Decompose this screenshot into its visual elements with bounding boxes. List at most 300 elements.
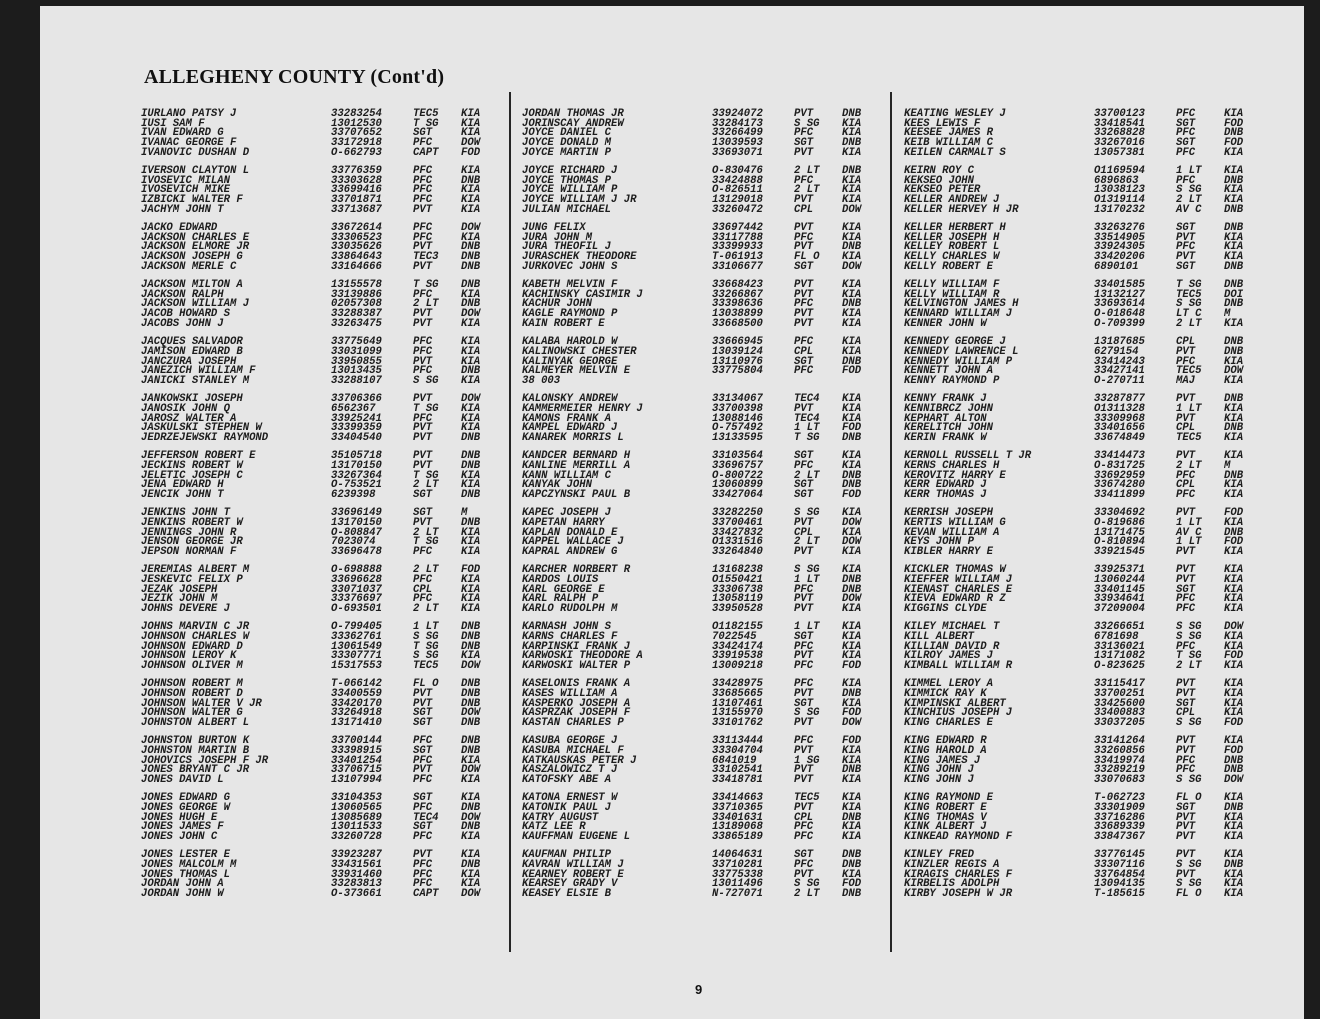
rank: SGT bbox=[1176, 802, 1196, 815]
status: FOD bbox=[461, 564, 481, 577]
rank: 1 LT bbox=[794, 621, 820, 634]
serial-number: 13060899 bbox=[712, 479, 763, 492]
roster-entry bbox=[141, 203, 509, 216]
status: FOD bbox=[842, 422, 862, 435]
soldier-name: KABETH MELVIN F bbox=[522, 279, 618, 292]
soldier-name: JEZAK JOSEPH bbox=[141, 583, 218, 596]
rank: PFC bbox=[413, 365, 433, 378]
serial-number: 33418781 bbox=[712, 774, 763, 787]
roster-group bbox=[904, 224, 1272, 272]
soldier-name: JOHNSON ROBERT D bbox=[141, 688, 243, 700]
serial-number: 33304704 bbox=[712, 745, 763, 758]
serial-number: 13171410 bbox=[331, 717, 382, 730]
rank: TEC4 bbox=[794, 412, 820, 425]
rank: S SG bbox=[413, 374, 439, 387]
status: DNB bbox=[461, 745, 481, 758]
serial-number: 13094135 bbox=[1094, 878, 1145, 891]
serial-number: 13187685 bbox=[1094, 336, 1145, 349]
rank: 1 LT bbox=[794, 422, 820, 435]
status: DNB bbox=[461, 821, 481, 834]
status: KIA bbox=[1224, 564, 1244, 577]
rank: PFC bbox=[1176, 355, 1196, 368]
soldier-name: JOYCE DONALD M bbox=[522, 137, 612, 150]
status: DOW bbox=[461, 222, 481, 235]
rank: 2 LT bbox=[413, 603, 439, 615]
status: KIA bbox=[842, 127, 862, 140]
soldier-name: IVANAC GEORGE F bbox=[141, 137, 237, 150]
rank: 1 LT bbox=[1176, 516, 1202, 529]
soldier-name: IVANOVIC DUSHAN D bbox=[141, 146, 250, 159]
status: KIA bbox=[842, 745, 862, 758]
serial-number: 33306738 bbox=[712, 583, 763, 596]
roster-group bbox=[141, 737, 509, 785]
soldier-name: KANDCER BERNARD H bbox=[522, 450, 631, 463]
serial-number: 6841019 bbox=[712, 754, 757, 767]
serial-number: 13009218 bbox=[712, 660, 763, 673]
serial-number: 33113444 bbox=[712, 735, 763, 748]
serial-number: 33700123 bbox=[1094, 108, 1145, 120]
column-divider bbox=[890, 92, 892, 952]
soldier-name: KACHINSKY CASIMIR J bbox=[522, 288, 643, 301]
rank: PVT bbox=[794, 868, 814, 881]
status: KIA bbox=[842, 774, 862, 787]
soldier-name: KELLER HERVEY H JR bbox=[904, 203, 1019, 216]
serial-number: 13170150 bbox=[331, 516, 382, 529]
rank: 2 LT bbox=[794, 165, 820, 178]
soldier-name: JOHNSON CHARLES W bbox=[141, 630, 250, 643]
status: KIA bbox=[1224, 251, 1244, 264]
rank: 2 LT bbox=[1176, 459, 1202, 472]
serial-number: 33696478 bbox=[331, 545, 382, 558]
rank: SGT bbox=[1176, 222, 1196, 235]
status: KIA bbox=[461, 868, 481, 881]
soldier-name: KELLY ROBERT E bbox=[904, 260, 994, 273]
status: KIA bbox=[461, 194, 481, 207]
soldier-name: KEKSEO PETER bbox=[904, 184, 981, 197]
soldier-name: JORDAN JOHN W bbox=[141, 888, 224, 901]
soldier-name: KERR EDWARD J bbox=[904, 479, 987, 492]
status: DOW bbox=[461, 764, 481, 777]
soldier-name: JOHNSON OLIVER M bbox=[141, 660, 243, 673]
serial-number: 33307116 bbox=[1094, 859, 1145, 872]
soldier-name: JENCIK JOHN T bbox=[141, 488, 224, 501]
serial-number: 33104353 bbox=[331, 792, 382, 805]
rank: S SG bbox=[794, 878, 820, 891]
serial-number: 33264918 bbox=[331, 707, 382, 720]
soldier-name: KANYAK JOHN bbox=[522, 479, 592, 492]
rank: PVT bbox=[794, 603, 814, 615]
rank: PVT bbox=[794, 545, 814, 558]
serial-number: O-826511 bbox=[712, 184, 763, 197]
roster-entry bbox=[904, 431, 1272, 444]
rank: PFC bbox=[794, 459, 814, 472]
roster-entry bbox=[141, 545, 509, 558]
status: KIA bbox=[461, 545, 481, 558]
serial-number: 13107994 bbox=[331, 774, 382, 787]
soldier-name: IURLANO PATSY J bbox=[141, 108, 237, 120]
soldier-name: KARNASH JOHN S bbox=[522, 621, 612, 634]
rank: PFC bbox=[794, 127, 814, 140]
status: KIA bbox=[461, 878, 481, 891]
status: KIA bbox=[1224, 735, 1244, 748]
roster-group bbox=[904, 509, 1272, 557]
status: KIA bbox=[1224, 146, 1244, 159]
status: KIA bbox=[1224, 630, 1244, 643]
roster-group bbox=[522, 452, 890, 500]
rank: SGT bbox=[794, 260, 814, 273]
rank: T SG bbox=[413, 536, 439, 549]
roster-group bbox=[904, 395, 1272, 443]
rank: PFC bbox=[413, 774, 433, 787]
rank: PFC bbox=[794, 660, 814, 673]
status: KIA bbox=[842, 412, 862, 425]
roster-group bbox=[522, 623, 890, 671]
roster-entry bbox=[522, 776, 890, 786]
roster-entry bbox=[522, 605, 890, 615]
soldier-name: JACKSON ELMORE JR bbox=[141, 241, 250, 254]
soldier-name: JOYCE THOMAS P bbox=[522, 174, 612, 187]
serial-number: 33685665 bbox=[712, 688, 763, 700]
status: DNB bbox=[842, 688, 862, 700]
rank: PFC bbox=[413, 802, 433, 815]
soldier-name: KENNETT JOHN A bbox=[904, 365, 994, 378]
status: KIA bbox=[1224, 317, 1244, 330]
status: DNB bbox=[461, 630, 481, 643]
status: FOD bbox=[1224, 137, 1244, 150]
soldier-name: JEREMIAS ALBERT M bbox=[141, 564, 250, 577]
soldier-name: KINZLER REGIS A bbox=[904, 859, 1000, 872]
status: DOW bbox=[461, 888, 481, 901]
status: KIA bbox=[842, 174, 862, 187]
soldier-name: KERNS CHARLES H bbox=[904, 459, 1000, 472]
serial-number: 37209004 bbox=[1094, 603, 1145, 615]
status: KIA bbox=[842, 288, 862, 301]
serial-number: 33923287 bbox=[331, 849, 382, 862]
roster-group bbox=[522, 338, 890, 386]
serial-number: 15317553 bbox=[331, 660, 382, 673]
soldier-name: KATZ LEE R bbox=[522, 821, 586, 834]
soldier-name: JOYCE WILLIAM J JR bbox=[522, 194, 637, 207]
rank: CPL bbox=[413, 583, 433, 596]
serial-number: 33139886 bbox=[331, 288, 382, 301]
serial-number: 33700398 bbox=[712, 402, 763, 415]
soldier-name: KIENAST CHARLES E bbox=[904, 583, 1013, 596]
status: KIA bbox=[842, 802, 862, 815]
rank: PFC bbox=[413, 593, 433, 606]
serial-number: 33776145 bbox=[1094, 849, 1145, 862]
roster-entry bbox=[904, 317, 1272, 330]
rank: PFC bbox=[413, 336, 433, 349]
status: DOW bbox=[461, 660, 481, 673]
serial-number: 13039124 bbox=[712, 345, 763, 358]
rank: PFC bbox=[1176, 146, 1196, 159]
status: KIA bbox=[461, 165, 481, 178]
soldier-name: KEASEY ELSIE B bbox=[522, 888, 612, 901]
status: KIA bbox=[461, 573, 481, 586]
serial-number: 13189068 bbox=[712, 821, 763, 834]
rank: PVT bbox=[413, 764, 433, 777]
serial-number: 33266867 bbox=[712, 288, 763, 301]
roster-entry bbox=[522, 203, 890, 216]
serial-number: 33420206 bbox=[1094, 251, 1145, 264]
soldier-name: JONES THOMAS L bbox=[141, 868, 231, 881]
rank: 2 LT bbox=[413, 298, 439, 311]
roster-group bbox=[522, 509, 890, 557]
soldier-name: KING ROBERT E bbox=[904, 802, 987, 815]
rank: TEC5 bbox=[1176, 365, 1202, 378]
soldier-name: JACKSON WILLIAM J bbox=[141, 298, 250, 311]
status: FOD bbox=[1224, 117, 1244, 130]
soldier-name: JACHYM JOHN T bbox=[141, 203, 224, 216]
soldier-name: KAPPEL WALLACE J bbox=[522, 536, 624, 549]
status: KIA bbox=[842, 251, 862, 264]
soldier-name: KEIB WILLIAM C bbox=[904, 137, 994, 150]
serial-number: 33287877 bbox=[1094, 393, 1145, 406]
status: DNB bbox=[842, 431, 862, 444]
serial-number: O-018648 bbox=[1094, 308, 1145, 321]
serial-number: 33919538 bbox=[712, 650, 763, 663]
soldier-name: KENNEDY LAWRENCE L bbox=[904, 345, 1019, 358]
serial-number: 13171475 bbox=[1094, 526, 1145, 539]
status: DOW bbox=[842, 717, 862, 730]
status: KIA bbox=[461, 184, 481, 197]
rank: PVT bbox=[794, 108, 814, 120]
serial-number: 33401254 bbox=[331, 754, 382, 767]
status: DNB bbox=[842, 469, 862, 482]
serial-number: O1331516 bbox=[712, 536, 763, 549]
soldier-name: IUSI SAM F bbox=[141, 117, 205, 130]
status: KIA bbox=[842, 754, 862, 767]
soldier-name: KERIN FRANK W bbox=[904, 431, 987, 444]
soldier-name: KASUBA MICHAEL F bbox=[522, 745, 624, 758]
serial-number: 33775338 bbox=[712, 868, 763, 881]
rank: SGT bbox=[413, 488, 433, 501]
rank: T SG bbox=[1176, 650, 1202, 663]
rank: PVT bbox=[1176, 745, 1196, 758]
soldier-name: KASUBA GEORGE J bbox=[522, 735, 618, 748]
roster-group bbox=[141, 338, 509, 386]
rank: PFC bbox=[1176, 488, 1196, 501]
soldier-name: KING CHARLES E bbox=[904, 717, 994, 730]
status: DNB bbox=[842, 165, 862, 178]
serial-number: O-753521 bbox=[331, 479, 382, 492]
status: KIA bbox=[842, 868, 862, 881]
rank: CPL bbox=[1176, 479, 1196, 492]
status: KIA bbox=[1224, 108, 1244, 120]
status: KIA bbox=[461, 288, 481, 301]
soldier-name: JURA JOHN M bbox=[522, 231, 592, 244]
roster-group bbox=[522, 110, 890, 158]
rank: T SG bbox=[1176, 279, 1202, 292]
rank: PFC bbox=[413, 222, 433, 235]
serial-number: 02057308 bbox=[331, 298, 382, 311]
serial-number: 13155578 bbox=[331, 279, 382, 292]
serial-number: 33103564 bbox=[712, 450, 763, 463]
status: DNB bbox=[461, 697, 481, 710]
soldier-name: KENNARD WILLIAM J bbox=[904, 308, 1013, 321]
serial-number: O-270711 bbox=[1094, 374, 1145, 387]
serial-number: 33716286 bbox=[1094, 811, 1145, 824]
roster-entry bbox=[522, 833, 890, 843]
roster-entry bbox=[904, 545, 1272, 558]
serial-number: O-831725 bbox=[1094, 459, 1145, 472]
rank: PVT bbox=[413, 688, 433, 700]
rank: PVT bbox=[1176, 811, 1196, 824]
rank: SGT bbox=[794, 630, 814, 643]
rank: PVT bbox=[794, 764, 814, 777]
rank: T SG bbox=[413, 279, 439, 292]
serial-number: O1169594 bbox=[1094, 165, 1145, 178]
rank: S SG bbox=[413, 650, 439, 663]
status: DNB bbox=[842, 573, 862, 586]
status: KIA bbox=[461, 108, 481, 120]
rank: SGT bbox=[413, 745, 433, 758]
serial-number: 33401145 bbox=[1094, 583, 1145, 596]
rank: S SG bbox=[1176, 621, 1202, 634]
roster-entry bbox=[141, 431, 509, 444]
document-page bbox=[40, 6, 1304, 1019]
serial-number: 33404540 bbox=[331, 431, 382, 444]
status: DNB bbox=[461, 450, 481, 463]
serial-number: 33706366 bbox=[331, 393, 382, 406]
status: KIA bbox=[1224, 868, 1244, 881]
soldier-name: JOHOVICS JOSEPH F JR bbox=[141, 754, 269, 767]
status: KIA bbox=[1224, 431, 1244, 444]
status: KIA bbox=[842, 526, 862, 539]
serial-number: 33674849 bbox=[1094, 431, 1145, 444]
rank: T SG bbox=[413, 117, 439, 130]
serial-number: 33431561 bbox=[331, 859, 382, 872]
rank: SGT bbox=[794, 355, 814, 368]
status: KIA bbox=[1224, 450, 1244, 463]
status: KIA bbox=[842, 545, 862, 558]
status: DNB bbox=[1224, 802, 1244, 815]
rank: 2 LT bbox=[794, 888, 820, 901]
rank: T SG bbox=[794, 431, 820, 444]
status: DNB bbox=[842, 241, 862, 254]
soldier-name: JANOSIK JOHN Q bbox=[141, 402, 231, 415]
serial-number: 33141264 bbox=[1094, 735, 1145, 748]
status: FOD bbox=[1224, 745, 1244, 758]
serial-number: 33164666 bbox=[331, 260, 382, 273]
rank: PFC bbox=[413, 573, 433, 586]
roster-entry bbox=[141, 776, 509, 786]
soldier-name: JORINSCAY ANDREW bbox=[522, 117, 624, 130]
rank: CAPT bbox=[413, 888, 439, 901]
soldier-name: KINLEY FRED bbox=[904, 849, 974, 862]
rank: PFC bbox=[413, 754, 433, 767]
serial-number: 33696757 bbox=[712, 459, 763, 472]
serial-number: 33264840 bbox=[712, 545, 763, 558]
soldier-name: KASPRZAK JOSEPH F bbox=[522, 707, 631, 720]
serial-number: 35105718 bbox=[331, 450, 382, 463]
roster-group bbox=[141, 224, 509, 272]
serial-number: 33697442 bbox=[712, 222, 763, 235]
serial-number: O-693501 bbox=[331, 603, 382, 615]
soldier-name: KILROY JAMES J bbox=[904, 650, 994, 663]
status: KIA bbox=[842, 459, 862, 472]
roster-entry bbox=[522, 146, 890, 159]
serial-number: O-757492 bbox=[712, 422, 763, 435]
soldier-name: KARWOSKI THEODORE A bbox=[522, 650, 643, 663]
rank: CPL bbox=[1176, 422, 1196, 435]
soldier-name: JACQUES SALVADOR bbox=[141, 336, 243, 349]
serial-number: 33514905 bbox=[1094, 231, 1145, 244]
rank: SGT bbox=[794, 479, 814, 492]
serial-number: 33931460 bbox=[331, 868, 382, 881]
status: KIA bbox=[461, 536, 481, 549]
rank: PFC bbox=[1176, 603, 1196, 615]
soldier-name: KING JAMES J bbox=[904, 754, 981, 767]
soldier-name: JELETIC JOSEPH C bbox=[141, 469, 243, 482]
roster-group bbox=[141, 794, 509, 842]
soldier-name: JEPSON NORMAN F bbox=[141, 545, 237, 558]
status: KIA bbox=[1224, 707, 1244, 720]
status: KIA bbox=[842, 336, 862, 349]
rank: TEC4 bbox=[413, 811, 439, 824]
status: DNB bbox=[1224, 298, 1244, 311]
soldier-name: JACKSON JOSEPH G bbox=[141, 251, 243, 264]
serial-number: 13088146 bbox=[712, 412, 763, 425]
serial-number: 33401631 bbox=[712, 811, 763, 824]
soldier-name: KASPERKO JOSEPH A bbox=[522, 697, 631, 710]
rank: PVT bbox=[1176, 507, 1196, 520]
soldier-name: KING THOMAS V bbox=[904, 811, 987, 824]
serial-number: 33693614 bbox=[1094, 298, 1145, 311]
soldier-name: KEARSEY GRADY V bbox=[522, 878, 618, 891]
soldier-name: KARLO RUDOLPH M bbox=[522, 603, 618, 615]
soldier-name: JECKINS ROBERT W bbox=[141, 459, 243, 472]
soldier-name: KARNS CHARLES F bbox=[522, 630, 618, 643]
rank: S SG bbox=[1176, 298, 1202, 311]
serial-number: T-062723 bbox=[1094, 792, 1145, 805]
serial-number: 33713687 bbox=[331, 203, 382, 216]
rank: PVT bbox=[413, 393, 433, 406]
status: KIA bbox=[1224, 688, 1244, 700]
rank: PFC bbox=[413, 831, 433, 844]
serial-number: 33031099 bbox=[331, 345, 382, 358]
rank: PVT bbox=[794, 774, 814, 787]
status: DNB bbox=[1224, 469, 1244, 482]
status: DNB bbox=[1224, 336, 1244, 349]
serial-number: 13170150 bbox=[331, 459, 382, 472]
soldier-name: JURKOVEC JOHN S bbox=[522, 260, 618, 273]
rank: PVT bbox=[794, 593, 814, 606]
status: DNB bbox=[842, 137, 862, 150]
soldier-name: JOHNS MARVIN C JR bbox=[141, 621, 250, 634]
roster-entry bbox=[141, 605, 509, 615]
serial-number: 33707652 bbox=[331, 127, 382, 140]
status: KIA bbox=[842, 621, 862, 634]
rank: PVT bbox=[1176, 678, 1196, 691]
serial-number: 33428975 bbox=[712, 678, 763, 691]
soldier-name: JEZIK JOHN M bbox=[141, 593, 218, 606]
soldier-name: KING JOHN J bbox=[904, 764, 974, 777]
rank: FL O bbox=[413, 678, 439, 691]
status: DNB bbox=[842, 479, 862, 492]
soldier-name: JAMISON EDWARD B bbox=[141, 345, 243, 358]
rank: S SG bbox=[1176, 717, 1202, 730]
soldier-name: KELLY WILLIAM R bbox=[904, 288, 1000, 301]
rank: PFC bbox=[413, 184, 433, 197]
soldier-name: JOHNSTON BURTON K bbox=[141, 735, 250, 748]
rank: 2 LT bbox=[413, 564, 439, 577]
serial-number: 33411899 bbox=[1094, 488, 1145, 501]
soldier-name: JOYCE MARTIN P bbox=[522, 146, 612, 159]
soldier-name: KERNOLL RUSSELL T JR bbox=[904, 450, 1032, 463]
rank: TEC4 bbox=[794, 393, 820, 406]
status: DOW bbox=[842, 536, 862, 549]
